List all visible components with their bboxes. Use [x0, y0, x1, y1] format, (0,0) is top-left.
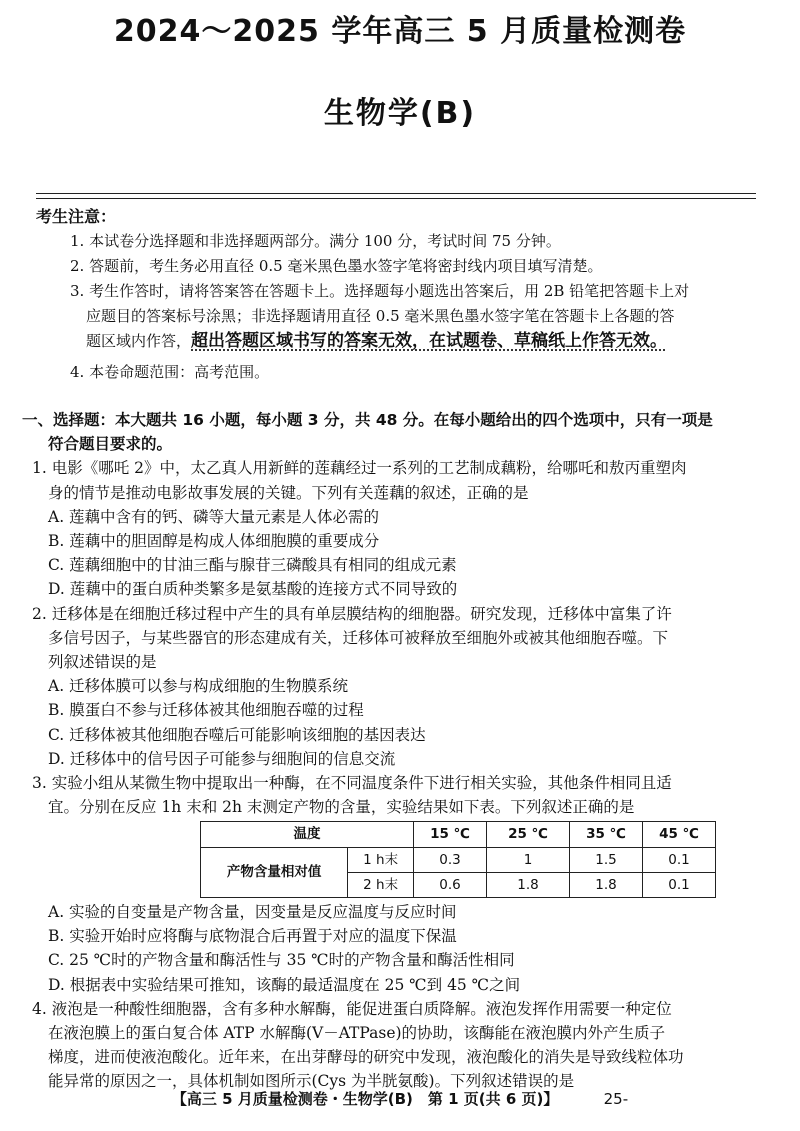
table-cell: 1.5: [570, 847, 643, 872]
question-1-option-d: D. 莲藕中的蛋白质种类繁多是氨基酸的连接方式不同导致的: [48, 580, 458, 599]
question-3-stem-cont: 宜。分别在反应 1h 末和 2h 末测定产物的含量，实验结果如下表。下列叙述正确的是: [48, 798, 635, 817]
question-2-stem-cont: 多信号因子，与某些器官的形态建成有关，迁移体可被释放至细胞外或被其他细胞吞噬。下: [48, 628, 669, 647]
table-cell: 0.1: [643, 872, 716, 897]
table-cell: 1 h末: [348, 847, 414, 872]
question-3-stem: 3. 实验小组从某微生物中提取出一种酶，在不同温度条件下进行相关实验，其他条件相同且适: [32, 774, 672, 793]
notice-title: 考生注意：: [36, 207, 117, 226]
footer-text: 【高三 5 月质量检测卷・生物学(B) 第 1 页(共 6 页)】: [171, 1090, 559, 1108]
candidate-notice: [36, 204, 776, 385]
notice-item-3-text: 题区域内作答，: [86, 332, 192, 350]
table-header-cell: 35 ℃: [570, 822, 643, 847]
table-cell: 1.8: [487, 872, 570, 897]
table-header-row: [201, 822, 716, 847]
section-heading-cont: 符合题目要求的。: [48, 435, 173, 454]
question-1-option-c: C. 莲藕细胞中的甘油三酯与腺苷三磷酸具有相同的组成元素: [48, 556, 457, 575]
notice-item-4: 4. 本卷命题范围：高考范围。: [70, 363, 270, 381]
exam-title: 2024～2025 学年高三 5 月质量检测卷: [113, 14, 687, 49]
question-2-option-b: B. 膜蛋白不参与迁移体被其他细胞吞噬的过程: [48, 701, 364, 720]
divider-line-thin: [36, 198, 756, 199]
notice-item-1: 1. 本试卷分选择题和非选择题两部分。满分 100 分，考试时间 75 分钟。: [70, 232, 561, 250]
question-4: [22, 997, 782, 1094]
question-4-stem-cont-2: 梯度，进而使液泡酸化。近年来，在出芽酵母的研究中发现，液泡酸化的消失是导致线粒体功: [48, 1048, 684, 1067]
table-cell: 1: [487, 847, 570, 872]
table-cell: 0.1: [643, 847, 716, 872]
table-cell: 2 h末: [348, 872, 414, 897]
table-cell: 0.3: [414, 847, 487, 872]
notice-emphasis: 超出答题区域书写的答案无效，在试题卷、草稿纸上作答无效。: [191, 331, 668, 351]
table-header-cell: 温度: [201, 822, 414, 847]
question-2: [22, 602, 782, 771]
question-3-option-d: D. 根据表中实验结果可推知，该酶的最适温度在 25 ℃到 45 ℃之间: [48, 975, 521, 994]
question-2-option-a: A. 迁移体膜可以参与构成细胞的生物膜系统: [48, 677, 349, 696]
question-1-option-b: B. 莲藕中的胆固醇是构成人体细胞膜的重要成分: [48, 532, 380, 551]
table-cell: 0.6: [414, 872, 487, 897]
question-1: [22, 456, 782, 601]
question-1-stem-cont: 身的情节是推动电影故事发展的关键。下列有关莲藕的叙述，正确的是: [48, 483, 529, 502]
footer-code: 25-: [603, 1090, 629, 1108]
question-1-stem: 1. 电影《哪吒 2》中，太乙真人用新鲜的莲藕经过一系列的工艺制成藕粉，给哪吒和敖丙重塑肉: [32, 459, 687, 478]
question-4-stem-cont-3: 能异常的原因之一，具体机制如图所示(Cys 为半胱氨酸)。下列叙述错误的是: [48, 1072, 575, 1091]
question-2-option-d: D. 迁移体中的信号因子可能参与细胞间的信息交流: [48, 749, 396, 768]
question-4-stem: 4. 液泡是一种酸性细胞器，含有多种水解酶，能促进蛋白质降解。液泡发挥作用需要一种定位: [32, 999, 672, 1018]
choice-section: [22, 408, 782, 1094]
question-3-option-a: A. 实验的自变量是产物含量，因变量是反应温度与反应时间: [48, 903, 457, 922]
question-2-option-c: C. 迁移体被其他细胞吞噬后可能影响该细胞的基因表达: [48, 725, 426, 744]
table-cell: 1.8: [570, 872, 643, 897]
table-header-cell: 25 ℃: [487, 822, 570, 847]
notice-item-3-line-2: 应题目的答案标号涂黑；非选择题请用直径 0.5 毫米黑色墨水签字笔在答题卡上各题的答: [86, 307, 675, 325]
question-3: [22, 771, 782, 997]
table-header-cell: 45 ℃: [643, 822, 716, 847]
question-2-stem: 2. 迁移体是在细胞迁移过程中产生的具有单层膜结构的细胞器。研究发现，迁移体中富集了许: [32, 604, 672, 623]
subject-title: 生物学(B): [323, 96, 477, 131]
results-table: [200, 821, 716, 898]
table-header-cell: 15 ℃: [414, 822, 487, 847]
table-row: [201, 847, 716, 872]
page-footer: [0, 1088, 800, 1109]
table-row-label: 产物含量相对值: [201, 847, 348, 897]
divider-line: [36, 193, 756, 194]
notice-item-3: 3. 考生作答时，请将答案答在答题卡上。选择题每小题选出答案后，用 2B 铅笔把答题卡上对: [70, 282, 690, 300]
question-3-option-b: B. 实验开始时应将酶与底物混合后再置于对应的温度下保温: [48, 927, 457, 946]
question-4-stem-cont: 在液泡膜上的蛋白复合体 ATP 水解酶(V－ATPase)的协助，该酶能在液泡膜内外产生质子: [48, 1024, 666, 1043]
notice-item-2: 2. 答题前，考生务必用直径 0.5 毫米黑色墨水签字笔将密封线内项目填写清楚。: [70, 257, 603, 275]
section-heading: 一、选择题：本大题共 16 小题，每小题 3 分，共 48 分。在每小题给出的四个选项中，只有一项是: [22, 411, 713, 429]
question-3-option-c: C. 25 ℃时的产物含量和酶活性与 35 ℃时的产物含量和酶活性相同: [48, 951, 515, 970]
question-1-option-a: A. 莲藕中含有的钙、磷等大量元素是人体必需的: [48, 507, 380, 526]
question-2-stem-cont-2: 列叙述错误的是: [48, 653, 157, 672]
notice-item-3-line-3: [36, 329, 776, 354]
